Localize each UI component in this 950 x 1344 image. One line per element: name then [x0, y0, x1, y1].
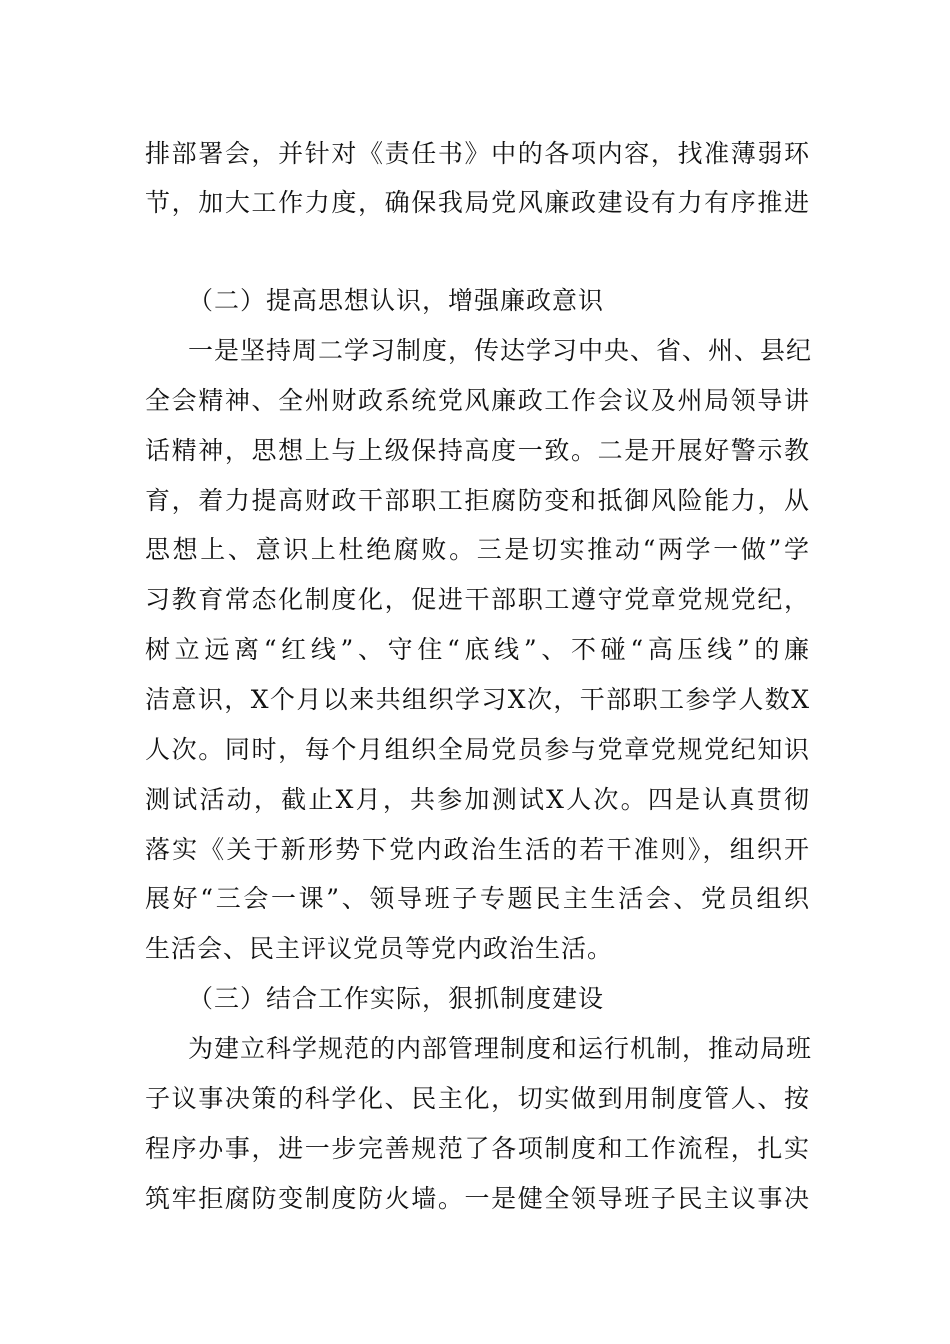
body-text-line: 育，着力提高财政干部职工拒腐防变和抵御风险能力，从	[145, 486, 810, 515]
body-text-line: 洁意识，X个月以来共组织学习X次，干部职工参学人数X	[145, 685, 810, 714]
body-text-line: 生活会、民主评议党员等党内政治生活。	[145, 934, 614, 963]
body-text-line: 子议事决策的科学化、民主化，切实做到用制度管人、按	[145, 1084, 810, 1113]
body-text-line: 展好“三会一课”、领导班子专题民主生活会、党员组织	[145, 884, 810, 913]
section-heading-2: （二）提高思想认识，增强廉政意识	[188, 286, 605, 315]
body-text-line: 为建立科学规范的内部管理制度和运行机制，推动局班	[188, 1034, 813, 1063]
body-text-line: 测试活动，截止X月，共参加测试X人次。四是认真贯彻	[145, 785, 810, 814]
body-text-line: 全会精神、全州财政系统党风廉政工作会议及州局领导讲	[145, 386, 810, 415]
body-text-line: 思想上、意识上杜绝腐败。三是切实推动“两学一做”学	[145, 535, 810, 564]
body-text-line: 人次。同时，每个月组织全局党员参与党章党规党纪知识	[145, 735, 810, 764]
body-text-line: 树立远离“红线”、守住“底线”、不碰“高压线”的廉	[145, 635, 810, 664]
body-text-line: 排部署会，并针对《责任书》中的各项内容，找准薄弱环	[145, 139, 810, 168]
body-text-line: 落实《关于新形势下党内政治生活的若干准则》，组织开	[145, 835, 810, 864]
body-text-line: 筑牢拒腐防变制度防火墙。一是健全领导班子民主议事决	[145, 1184, 810, 1213]
section-heading-3: （三）结合工作实际，狠抓制度建设	[188, 984, 605, 1013]
body-text-line: 话精神，思想上与上级保持高度一致。二是开展好警示教	[145, 436, 810, 465]
body-text-line: 节，加大工作力度，确保我局党风廉政建设有力有序推进	[145, 188, 810, 217]
body-text-line: 程序办事，进一步完善规范了各项制度和工作流程，扎实	[145, 1134, 810, 1163]
body-text-line: 一是坚持周二学习制度，传达学习中央、省、州、县纪	[188, 336, 813, 365]
body-text-line: 习教育常态化制度化，促进干部职工遵守党章党规党纪，	[145, 585, 810, 614]
